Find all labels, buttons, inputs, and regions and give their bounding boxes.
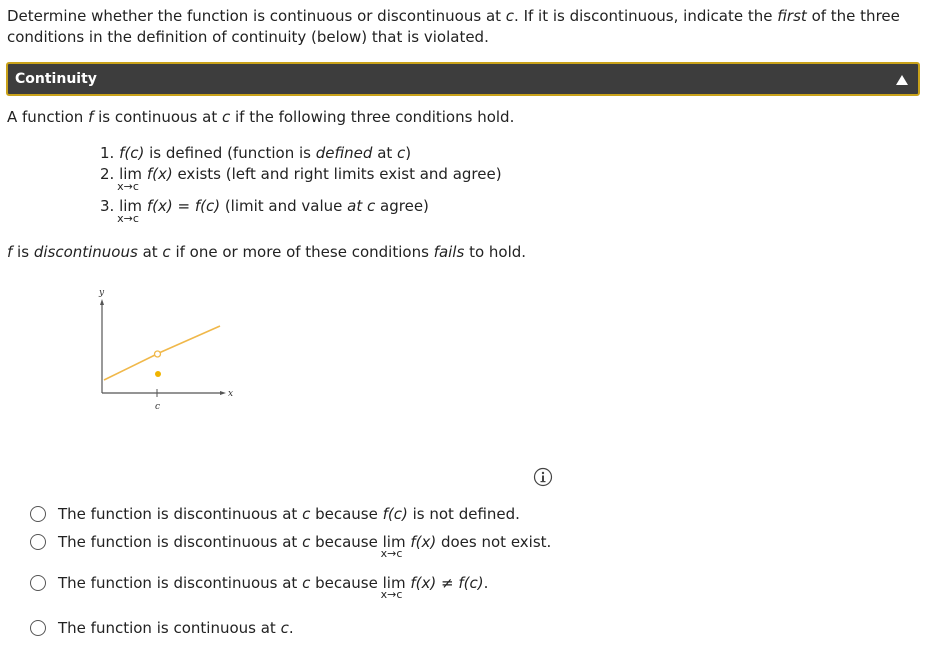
filled-point (155, 371, 161, 377)
x-axis-arrow (220, 391, 226, 395)
option-2-label: The function is discontinuous at c because lim x→c f(x) does not exist. (58, 533, 552, 560)
radio-button-option-1[interactable] (30, 506, 46, 522)
option-1-label: The function is discontinuous at c because f(c) is not defined. (58, 505, 520, 523)
radio-button-option-2[interactable] (30, 534, 46, 550)
option-3-label: The function is discontinuous at c because lim x→c f(x) ≠ f(c). (58, 574, 489, 601)
conditions-list (100, 143, 800, 225)
option-4-label: The function is continuous at c. (58, 619, 294, 637)
y-axis-arrow (100, 299, 104, 305)
function-line-right (160, 326, 220, 353)
radio-button-option-4[interactable] (30, 620, 46, 636)
radio-button-option-3[interactable] (30, 575, 46, 591)
continuity-graph (92, 285, 242, 415)
info-icon[interactable] (533, 467, 553, 487)
c-label: c (155, 402, 161, 412)
condition-2: 2. lim x→c f(x) exists (left and right limits exist and agree) (100, 165, 502, 193)
function-line-left (104, 355, 155, 380)
x-axis-label: x (228, 389, 234, 399)
condition-1: 1. f(c) is defined (function is defined at c) (100, 144, 412, 162)
continuity-panel-header[interactable] (6, 62, 920, 96)
discontinuity-statement: f is discontinuous at c if one or more of these conditions fails to hold. (7, 243, 527, 261)
triangle-up-icon[interactable] (894, 72, 910, 88)
panel-title: Continuity (15, 71, 97, 87)
y-axis-label: y (99, 288, 105, 298)
definition-intro: A function f is continuous at c if the following three conditions hold. (7, 108, 515, 126)
question-text: Determine whether the function is continuous or discontinuous at c. If it is discontinuous, indicate the first of the three conditions in the definition of continuity (below) that is violated. (7, 7, 900, 46)
open-circle-point (155, 351, 161, 357)
condition-3: 3. lim x→c f(x) = f(c) (limit and value at c agree) (100, 197, 429, 225)
